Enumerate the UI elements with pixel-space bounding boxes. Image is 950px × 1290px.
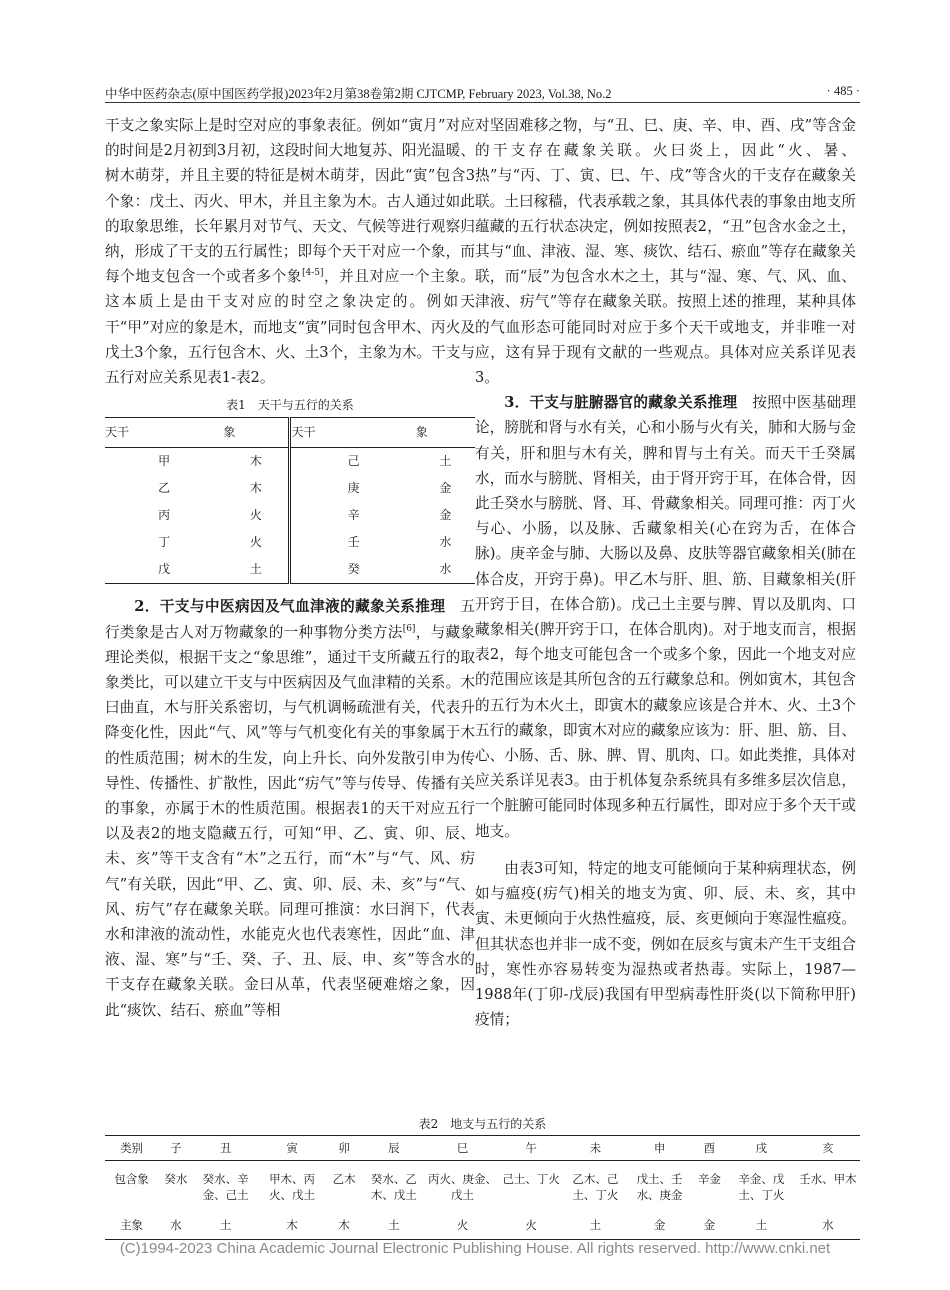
header-rule bbox=[105, 102, 860, 103]
copyright-watermark: (C)1994-2023 China Academic Journal Electronic Publishing House. All rights reserved. http://www.cnki.net bbox=[119, 1240, 831, 1257]
paragraph-continued: 对坚固难移之物，与“丑、巳、庚、辛、申、酉、戌”等含金的干支存在藏象关联。火曰炎上，因此“火、暑、热”与“丙、丁、寅、巳、午、戌”等含火的干支存在藏象关联。土曰稼穑，代表承载之象，其具体代表的事象由地支所蕴藏的五行状态决定，例如按照表2，“丑”包含水金之土，其与“血、津液、湿、寒、痰饮、结石、瘀血”等存在藏象关联，而“辰”为包含水木之土，其与“湿、寒、气、风、血、津液、疠气”等存在藏象关联。按照上述的推理，某种具体的气血形态可能同时对应于多个天干或地支，并非唯一对应，这有异于现有文献的一些观点。具体对应关系详见表3。 bbox=[475, 117, 856, 387]
table2 bbox=[105, 1135, 860, 1240]
paragraph-intro: 干支之象实际上是时空对应的事象表征。例如“寅月”对应的时间是2月初到3月初，这段时间大地复苏、阳光温暖、树木萌芽，并且主要的特征是树木萌芽，因此“寅”包含3个象：戊土、丙火、甲木，并且主象为木。古人通过如此的取象思维，长年累月对节气、天文、气候等进行观察归纳，形成了干支的五行属性；即每个天干对应一个象，而每个地支包含一个或者多个象[4-5]，并且对应一个主象。这本质上是由干支对应的时空之象决定的。例如天干“甲”对应的象是木，而地支“寅”同时包含甲木、丙火及戊土3个象，五行包含木、火、土3个，主象为木。干支与五行对应关系见表1-表2。 bbox=[105, 117, 475, 387]
paragraph-section3: 3．干支与脏腑器官的藏象关系推理 按照中医基础理论，膀胱和肾与水有关，心和小肠与火有关，肺和大肠与金有关，肝和胆与木有关，脾和胃与土有关。而天干壬癸属水，而水与膀胱、肾相关，由于肾开窍于耳，在体合骨，因此壬癸水与膀胱、肾、耳、骨藏象相关。同理可推：丙丁火与心、小肠，以及脉、舌藏象相关(心在窍为舌，在体合脉)。庚辛金与肺、大肠以及鼻、皮肤等器官藏象相关(肺在体合皮，开窍于鼻)。甲乙木与肝、胆、筋、目藏象相关(肝开窍于目，在体合筋)。戊己土主要与脾、胃以及肌肉、口藏象相关(脾开窍于口，在体合肌肉)。对于地支而言，根据表2，每个地支可能包含一个或多个象，因此一个地支对应的范围应该是其所包含的五行藏象总和。例如寅木，其包含的五行为木火土，即寅木的藏象应该是合并木、火、土3个五行的藏象，即寅木对应的藏象应该为：肝、胆、筋、目、心、小肠、舌、脉、脾、胃、肌肉、口。如此类推，具体对应关系详见表3。由于机体复杂系统具有多维多层次信息，一个脏腑可能同时体现多种五行属性，即对应于多个天干或地支。 bbox=[475, 394, 856, 840]
table-row: 包含象 癸水 癸水、辛金、己土 甲木、丙火、戊土 乙木 癸水、乙木、戊土 丙火、庚金、戊土 己土、丁火 乙木、己土、丁火 戊土、壬水、庚金 辛金 辛金、戊土、丁火 壬水、甲木 bbox=[114, 1172, 857, 1202]
table-row: 甲 木 己 土 bbox=[105, 448, 475, 476]
table-row: 丁 火 壬 水 bbox=[105, 529, 475, 556]
table-row: 主象 水 土 木 木 土 火 火 土 金 金 土 水 bbox=[105, 1205, 860, 1240]
paragraph-section2: 2．干支与中医病因及气血津液的藏象关系推理 五行类象是古人对万物藏象的一种事物分类方法[6]，与藏象理论类似，根据干支之“象思维”，通过干支所藏五行的取象类比，可以建立干支与中医病因及气血津精的关系。木曰曲直，木与肝关系密切，与气机调畅疏泄有关，代表升降变化性，因此“气、风”等与气机变化有关的事象属于木的性质范围；树木的生发，向上升长、向外发散引申为传导性、传播性、扩散性，因此“疠气”等与传导、传播有关的事象，亦属于木的性质范围。根据表1的天干对应五行以及表2的地支隐藏五行，可知“甲、乙、寅、卯、辰、未、亥”等干支含有“木”之五行，而“木”与“气、风、疠气”有关联，因此“甲、乙、寅、卯、辰、未、亥”与“气、风、疠气”存在藏象关联。同理可推演：水曰润下，代表水和津液的流动性，水能克火也代表寒性，因此“血、津液、湿、寒”与“壬、癸、子、丑、辰、申、亥”等含水的干支存在藏象关联。金曰从革，代表坚硬难熔之象，因此“痰饮、结石、瘀血”等相 bbox=[105, 598, 475, 1019]
table-header-row: 天干 象 天干 象 bbox=[105, 418, 475, 448]
left-column bbox=[105, 113, 475, 1023]
table1 bbox=[105, 417, 475, 584]
citation-ref[interactable]: [4-5] bbox=[301, 268, 324, 279]
journal-info: 中华中医药杂志(原中国医药学报)2023年2月第38卷第2期 CJTCMP, February 2023, Vol.38, No.2 bbox=[105, 87, 612, 101]
section-heading: 2．干支与中医病因及气血津液的藏象关系推理 bbox=[134, 598, 446, 616]
table1-caption: 表1 天干与五行的关系 bbox=[226, 398, 354, 413]
right-column bbox=[475, 113, 856, 1032]
paragraph-epidemic: 由表3可知，特定的地支可能倾向于某种病理状态，例如与瘟疫(疠气)相关的地支为寅、卯、辰、未、亥，其中寅、未更倾向于火热性瘟疫，辰、亥更倾向于寒湿性瘟疫。但其状态也并非一成不变，例如在辰亥与寅未产生干支组合时，寒性亦容易转变为湿热或者热毒。实际上，1987—1988年(丁卯-戊辰)我国有甲型病毒性肝炎(以下简称甲肝)疫情； bbox=[475, 859, 856, 1029]
table-row: 乙 木 庚 金 bbox=[105, 475, 475, 502]
table-row: 戊 土 癸 水 bbox=[105, 556, 475, 584]
running-header bbox=[105, 80, 860, 106]
page-number: · 485 · bbox=[826, 84, 860, 98]
table-header-row: 类别 子 丑 寅 卯 辰 巳 午 未 申 酉 戌 亥 bbox=[105, 1136, 860, 1161]
citation-ref[interactable]: [6] bbox=[402, 623, 416, 634]
section-heading: 3．干支与脏腑器官的藏象关系推理 bbox=[504, 394, 738, 412]
table2-caption: 表2 地支与五行的关系 bbox=[418, 1117, 547, 1131]
table-row: 丙 火 辛 金 bbox=[105, 502, 475, 529]
table2-block bbox=[105, 1116, 860, 1240]
